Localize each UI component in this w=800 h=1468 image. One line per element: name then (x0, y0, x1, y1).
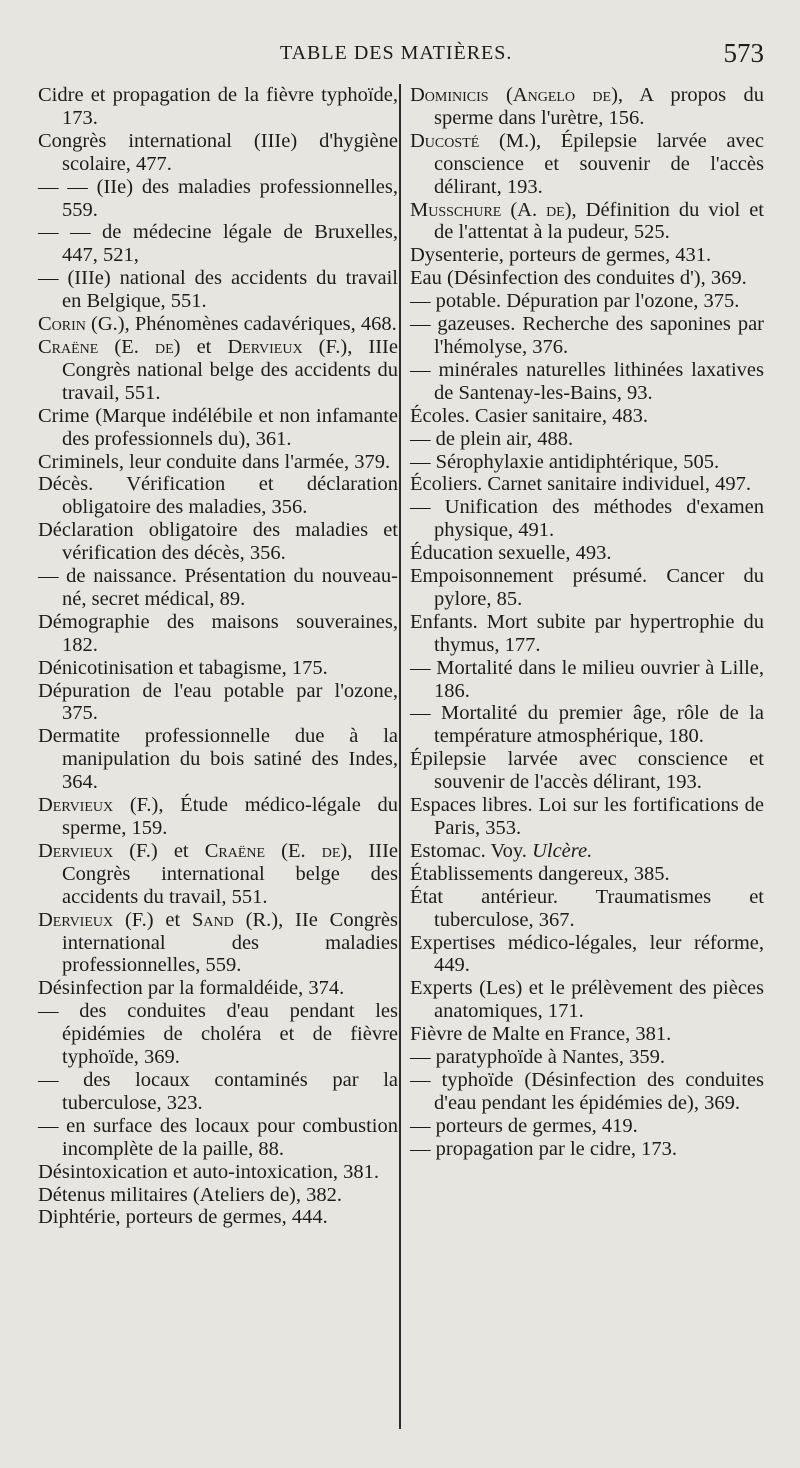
index-entry (410, 840, 764, 863)
entry-text: ( (488, 84, 513, 106)
entry-text: ), IIIe Congrès international belge des accidents du travail, 551. (62, 839, 398, 908)
author-name: de (154, 335, 174, 358)
running-title: TABLE DES MATIÈRES. (280, 42, 513, 64)
index-column-right (410, 84, 764, 1161)
index-entry (410, 1069, 764, 1115)
index-entry (38, 221, 398, 267)
author-name: Dervieux (227, 335, 303, 358)
entry-text: Empoisonnement présumé. Cancer du pylore, 85. (410, 565, 764, 610)
entry-text: (F.) et (113, 839, 205, 862)
index-entry (410, 1138, 764, 1161)
index-entry (410, 565, 764, 611)
index-entry (38, 1184, 398, 1207)
entry-text: État antérieur. Traumatismes et tuberculose, 367. (410, 885, 764, 931)
entry-text: — Unification des méthodes d'examen physique, 491. (410, 496, 764, 542)
entry-text: (E. (98, 335, 155, 358)
index-entry (410, 863, 764, 886)
index-entry (410, 84, 764, 130)
entry-text: — porteurs de germes, 419. (410, 1114, 638, 1137)
entry-text: (F.) et (113, 908, 193, 931)
index-entry (38, 977, 398, 1000)
index-entry (38, 840, 398, 909)
entry-text: — potable. Dépuration par l'ozone, 375. (410, 290, 740, 313)
entry-text: Espaces libres. Loi sur les fortifications de Paris, 353. (410, 794, 764, 839)
entry-text: (R.), IIe Congrès international des maladies professionnelles, 559. (62, 908, 398, 977)
entry-text: Décès. Vérification et déclaration obligatoire des maladies, 356. (38, 473, 398, 519)
author-name: Corin (38, 313, 86, 336)
author-name: Musschure (410, 198, 502, 221)
index-entry (410, 428, 764, 451)
entry-text: (A. (501, 198, 547, 221)
index-entry (38, 725, 398, 794)
entry-text: Expertises médico-légales, leur réforme, 449. (410, 931, 764, 977)
entry-text: Experts (Les) et le prélèvement des pièces anatomiques, 171. (410, 977, 764, 1023)
entry-text: Désintoxication et auto-intoxication, 381. (38, 1160, 380, 1183)
index-entry (410, 473, 764, 496)
entry-text: Diphtérie, porteurs de germes, 444. (38, 1206, 328, 1229)
entry-text: (F.), IIIe Congrès national belge des accidents du travail, 551. (62, 335, 398, 404)
index-entry (410, 496, 764, 542)
index-entry (38, 336, 398, 405)
entry-text: Détenus militaires (Ateliers de), 382. (38, 1183, 342, 1206)
entry-text: (E. (265, 839, 322, 862)
entry-text: — de naissance. Présentation du nouveau-né, secret médical, 89. (38, 565, 398, 610)
index-entry (410, 1115, 764, 1138)
index-entry (410, 702, 764, 748)
entry-text: Dermatite professionnelle due à la manipulation du bois satiné des Indes, 364. (38, 725, 398, 794)
index-entry (38, 1206, 398, 1229)
entry-text: Désinfection par la formaldéide, 374. (38, 977, 345, 1000)
entry-text: Déclaration obligatoire des maladies et vérification des décès, 356. (38, 519, 398, 565)
index-entry (38, 313, 398, 336)
index-entry (38, 405, 398, 451)
index-entry (38, 1000, 398, 1069)
index-entry (38, 1161, 398, 1184)
index-entry (410, 199, 764, 245)
entry-text: ), A propos du sperme dans l'urètre, 156. (434, 84, 764, 129)
index-entry (38, 1069, 398, 1115)
index-entry (410, 886, 764, 932)
entry-text: Établissements dangereux, 385. (410, 862, 670, 885)
author-name: Angelo de (512, 84, 612, 106)
author-name: Sand (192, 908, 234, 931)
entry-text: Enfants. Mort subite par hypertrophie du thymus, 177. (410, 610, 764, 656)
index-entry (38, 611, 398, 657)
entry-text: Écoliers. Carnet sanitaire individuel, 497. (410, 473, 752, 496)
entry-text: Congrès international (IIIe) d'hygiène scolaire, 477. (38, 129, 398, 175)
entry-text: — — (IIe) des maladies professionnelles, 559. (38, 175, 398, 221)
author-name: Dervieux (38, 794, 114, 817)
index-entry (38, 794, 398, 840)
index-entry (38, 84, 398, 130)
author-name: Dervieux (38, 908, 114, 931)
author-name: Dervieux (38, 839, 114, 862)
index-entry (410, 794, 764, 840)
page-number: 573 (723, 38, 764, 68)
entry-text: (G.), Phénomènes cadavériques, 468. (85, 313, 397, 336)
entry-text: Dépuration de l'eau potable par l'ozone, 375. (38, 679, 398, 725)
index-entry (38, 657, 398, 680)
entry-text: — (IIIe) national des accidents du travail en Belgique, 551. (38, 267, 398, 313)
entry-text: Dysenterie, porteurs de germes, 431. (410, 244, 712, 267)
entry-text: — des conduites d'eau pendant les épidémies de choléra et de fièvre typhoïde, 369. (38, 1000, 398, 1069)
entry-text: Dénicotinisation et tabagisme, 175. (38, 656, 328, 679)
entry-text: Écoles. Casier sanitaire, 483. (410, 404, 648, 427)
index-entry (410, 451, 764, 474)
cross-reference: Ulcère. (532, 839, 593, 862)
index-entry (410, 313, 764, 359)
entry-text: Épilepsie larvée avec conscience et souvenir de l'accès délirant, 193. (410, 748, 764, 794)
index-entry (410, 657, 764, 703)
entry-text: Estomac. Voy. (410, 839, 533, 862)
index-entry (38, 565, 398, 611)
index-entry (410, 405, 764, 428)
index-entry (410, 932, 764, 978)
index-entry (410, 542, 764, 565)
author-name: Ducosté (410, 129, 480, 152)
entry-text: — — de médecine légale de Bruxelles, 447, 521, (38, 221, 398, 267)
index-entry (410, 1046, 764, 1069)
entry-text: — paratyphoïde à Nantes, 359. (410, 1046, 666, 1069)
entry-text: — gazeuses. Recherche des saponines par l'hémolyse, 376. (410, 313, 764, 358)
index-column-left (38, 84, 398, 1229)
entry-text: Démographie des maisons souveraines, 182. (38, 610, 398, 656)
entry-text: (F.), Étude médico-légale du sperme, 159. (62, 794, 398, 839)
author-name: Craëne (38, 335, 99, 358)
author-name: Craëne (204, 839, 266, 862)
index-entry (410, 359, 764, 405)
index-entry (410, 1023, 764, 1046)
index-entry (410, 130, 764, 199)
index-entry (38, 473, 398, 519)
entry-text: — typhoïde (Désinfection des conduites d'eau pendant les épidémies de), 369. (410, 1068, 764, 1114)
index-entry (38, 130, 398, 176)
entry-text: — en surface des locaux pour combustion incomplète de la paille, 88. (38, 1114, 398, 1160)
index-entry (410, 748, 764, 794)
entry-text: Crime (Marque indélébile et non infamante des professionnels du), 361. (38, 404, 398, 450)
entry-text: Éducation sexuelle, 493. (410, 542, 612, 565)
entry-text: — propagation par le cidre, 173. (410, 1137, 677, 1160)
author-name: de (546, 198, 565, 221)
entry-text: — Sérophylaxie antidiphtérique, 505. (410, 450, 720, 473)
entry-text: — de plein air, 488. (410, 427, 574, 450)
entry-text: (M.), Épilepsie larvée avec conscience et souvenir de l'accès délirant, 193. (434, 129, 764, 198)
entry-text: — minérales naturelles lithinées laxatives de Santenay-les-Bains, 93. (410, 358, 764, 404)
entry-text: Cidre et propagation de la fièvre typhoïde, 173. (38, 84, 398, 129)
index-entry (38, 267, 398, 313)
index-entry (38, 909, 398, 978)
entry-text: ), Définition du viol et de l'attentat à la pudeur, 525. (434, 198, 764, 244)
entry-text: Fièvre de Malte en France, 381. (410, 1023, 672, 1046)
index-entry (410, 290, 764, 313)
index-entry (38, 680, 398, 726)
column-divider (399, 84, 401, 1429)
entry-text: ) et (173, 335, 228, 358)
index-entry (410, 611, 764, 657)
entry-text: Criminels, leur conduite dans l'armée, 379. (38, 450, 391, 473)
entry-text: — Mortalité dans le milieu ouvrier à Lille, 186. (410, 656, 764, 702)
index-entry (38, 519, 398, 565)
page-header (0, 36, 800, 70)
index-entry (410, 267, 764, 290)
entry-text: — des locaux contaminés par la tuberculose, 323. (38, 1068, 398, 1114)
index-entry (410, 244, 764, 267)
index-entry (38, 451, 398, 474)
index-entry (410, 977, 764, 1023)
entry-text: — Mortalité du premier âge, rôle de la température atmosphérique, 180. (410, 702, 764, 748)
index-entry (38, 1115, 398, 1161)
entry-text: Eau (Désinfection des conduites d'), 369. (410, 267, 747, 290)
author-name: Dominicis (410, 84, 489, 106)
index-entry (38, 176, 398, 222)
author-name: de (321, 839, 341, 862)
